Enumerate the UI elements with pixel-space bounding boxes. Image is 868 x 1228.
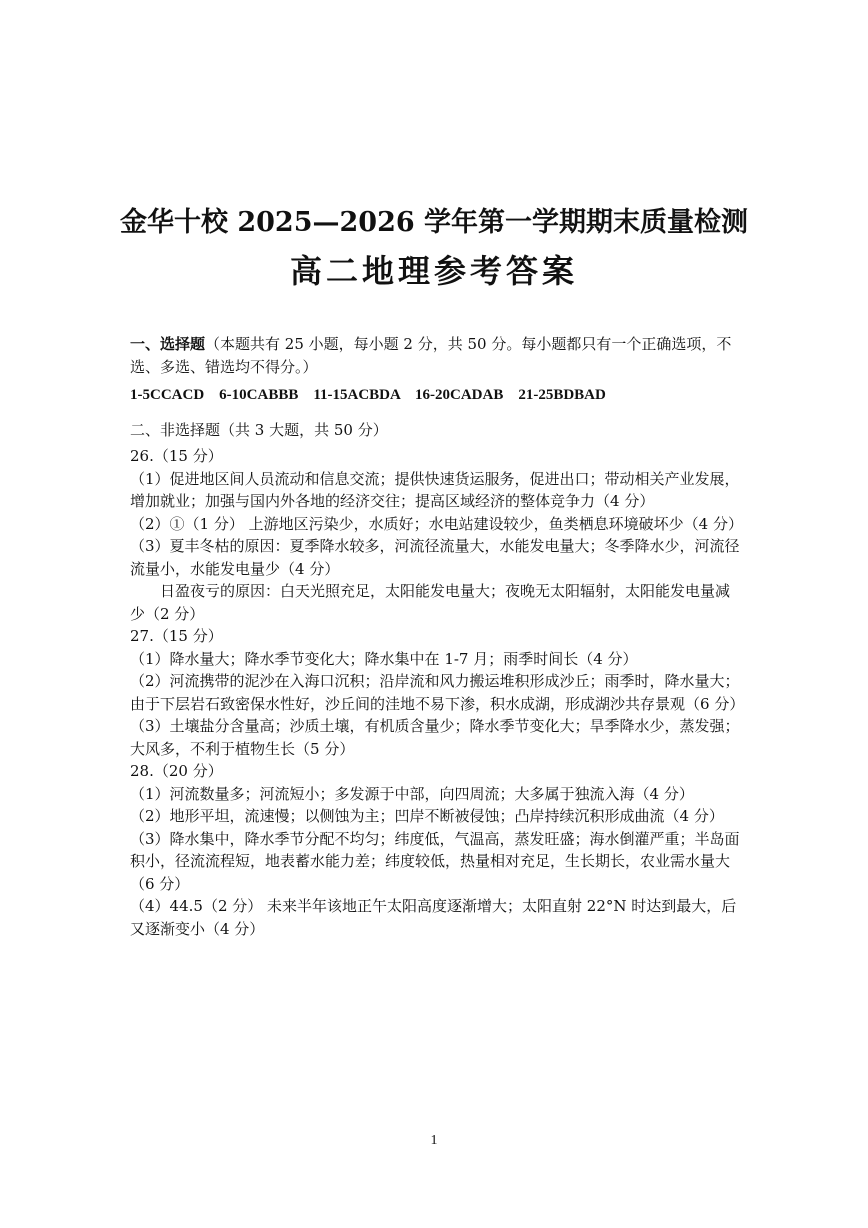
- q26-part1: （1）促进地区间人员流动和信息交流；提供快速货运服务，促进出口；带动相关产业发展，增加就业；加强与国内外各地的经济交往；提高区域经济的整体竞争力（4 分）: [130, 469, 740, 510]
- answer-content: [130, 333, 745, 940]
- q28-part1: （1）河流数量多；河流短小；多发源于中部，向四周流；大多属于独流入海（4 分）: [130, 784, 694, 803]
- section2-heading: 二、非选择题（共 3 大题，共 50 分）: [130, 420, 388, 439]
- q27-part1: （1）降水量大；降水季节变化大；降水集中在 1-7 月；雨季时间长（4 分）: [130, 649, 638, 668]
- q26-part2: （2）①（1 分） 上游地区污染少，水质好；水电站建设较少，鱼类栖息环境破坏少（4 分）: [130, 514, 743, 533]
- document-subtitle: 高二地理参考答案: [289, 252, 578, 290]
- multiple-choice-answers: 1-5CCACD 6-10CABBB 11-15ACBDA 16-20CADAB 21-25BDBAD: [130, 387, 606, 403]
- q28-part2: （2）地形平坦，流速慢；以侧蚀为主；凹岸不断被侵蚀；凸岸持续沉积形成曲流（4 分）: [130, 807, 724, 825]
- q28-part3: （3）降水集中，降水季节分配不均匀；纬度低，气温高，蒸发旺盛；海水倒灌严重；半岛面积小，径流流程短，地表蓄水能力差；纬度较低，热量相对充足，生长期长，农业需水量大（6 分）: [130, 829, 740, 893]
- section1-intro: [130, 333, 742, 378]
- section1-heading: 一、选择题: [130, 335, 206, 353]
- section1-note: （本题共有 25 小题，每小题 2 分，共 50 分。每小题都只有一个正确选项，不选、多选、错选均不得分。）: [130, 335, 732, 376]
- q26-part3-extra: 日盈夜亏的原因：白天光照充足，太阳能发电量大；夜晚无太阳辐射，太阳能发电量减少（2 分）: [130, 582, 731, 623]
- q26-part3: （3）夏丰冬枯的原因：夏季降水较多，河流径流量大，水能发电量大；冬季降水少，河流径流量小，水能发电量少（4 分）: [130, 537, 740, 578]
- document-title: 金华十校 2025—2026 学年第一学期期末质量检测: [119, 207, 749, 238]
- q27-title: 27.（15 分）: [130, 627, 223, 645]
- q28-title: 28.（20 分）: [130, 762, 223, 780]
- q27-part3: （3）土壤盐分含量高；沙质土壤，有机质含量少；降水季节变化大；旱季降水少，蒸发强；大风多，不利于植物生长（5 分）: [130, 717, 740, 758]
- q28-part4: （4）44.5（2 分） 未来半年该地正午太阳高度逐渐增大；太阳直射 22°N 时达到最大，后又逐渐变小（4 分）: [130, 897, 737, 938]
- page-number: 1: [430, 1133, 438, 1148]
- q27-part2: （2）河流携带的泥沙在入海口沉积；沿岸流和风力搬运堆积形成沙丘；雨季时，降水量大；由于下层岩石致密保水性好，沙丘间的洼地不易下渗，积水成湖，形成湖沙共存景观（6 分）: [130, 672, 745, 713]
- q26-title: 26.（15 分）: [130, 447, 223, 465]
